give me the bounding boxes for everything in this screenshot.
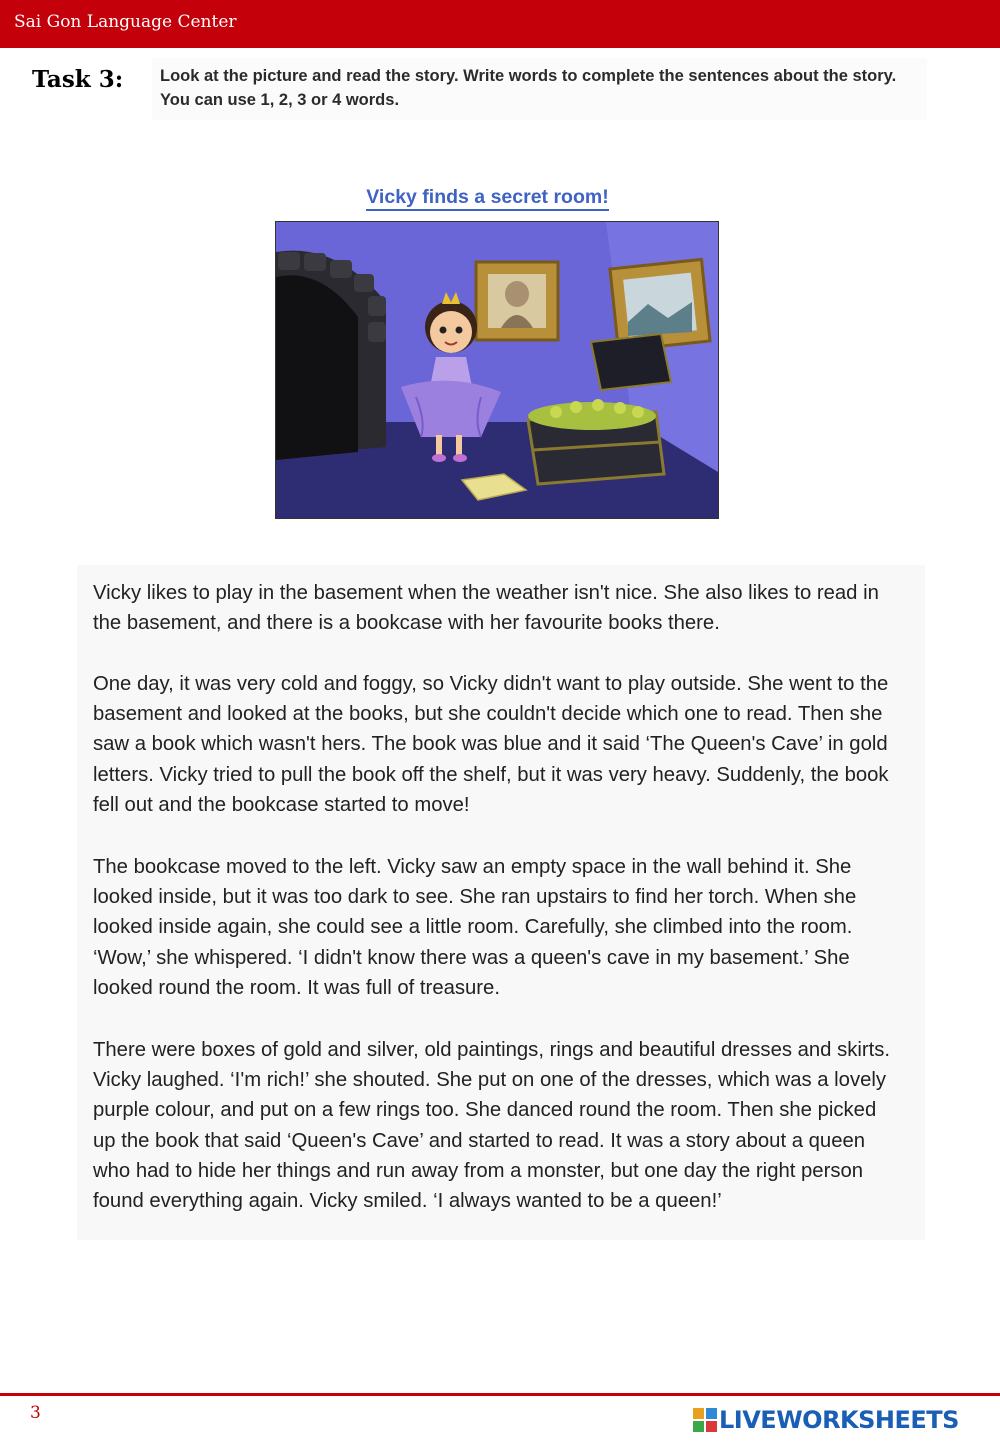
story-paragraph: One day, it was very cold and foggy, so Vicky didn't want to play outside. She went to the basement and looked at the books, but she couldn't decide which one to read. Then she saw a book which wasn't hers. The book was blue and it said ‘The Queen's Cave’ in gold letters. Vicky tried to pull the book off the shelf, but it was very heavy. Suddenly, the book fell out and the bookcase started to move! <box>93 673 889 816</box>
header-title: Sai Gon Language Center <box>14 12 237 32</box>
story-paragraph: There were boxes of gold and silver, old paintings, rings and beautiful dresses and skirts. Vicky laughed. ‘I'm rich!’ she shouted. She put on one of the dresses, which was a lovely purple colour, and put on a few rings too. She danced round the room. Then she picked up the book that said ‘Queen's Cave’ and started to read. It was a story about a queen who had to hide her things and run away from a monster, but one day the right person found everything again. Vicky smiled. ‘I always wanted to be a queen!’ <box>93 1039 891 1213</box>
brand-name: LIVEWORKSHEETS <box>719 1406 959 1434</box>
painting-portrait <box>476 262 558 340</box>
liveworksheets-brand[interactable] <box>693 1403 959 1437</box>
page-number: 3 <box>30 1403 41 1423</box>
story-paragraph: Vicky likes to play in the basement when the weather isn't nice. She also likes to read in the basement, and there is a bookcase with her favourite books there. <box>93 582 879 635</box>
task-instructions: Look at the picture and read the story. Write words to complete the sentences about the story. You can use 1, 2, 3 or 4 words. <box>160 67 897 109</box>
story-illustration <box>275 221 719 519</box>
task-label: Task 3: <box>32 66 124 93</box>
story-title <box>0 186 975 209</box>
header-bar <box>0 0 1000 48</box>
liveworksheets-logo-icon <box>693 1408 717 1432</box>
stone-archway <box>276 251 386 460</box>
story-title-text: Vicky finds a secret room! <box>366 186 608 211</box>
story-text-box <box>77 565 925 1240</box>
footer-divider <box>0 1393 1000 1396</box>
task-instructions-box <box>152 58 927 120</box>
story-paragraph: The bookcase moved to the left. Vicky saw an empty space in the wall behind it. She looked inside, but it was too dark to see. She ran upstairs to find her torch. When she looked inside again, she could see a little room. Carefully, she climbed into the room. ‘Wow,’ she whispered. ‘I didn't know there was a queen's cave in my basement.’ She looked round the room. It was full of treasure. <box>93 856 857 999</box>
